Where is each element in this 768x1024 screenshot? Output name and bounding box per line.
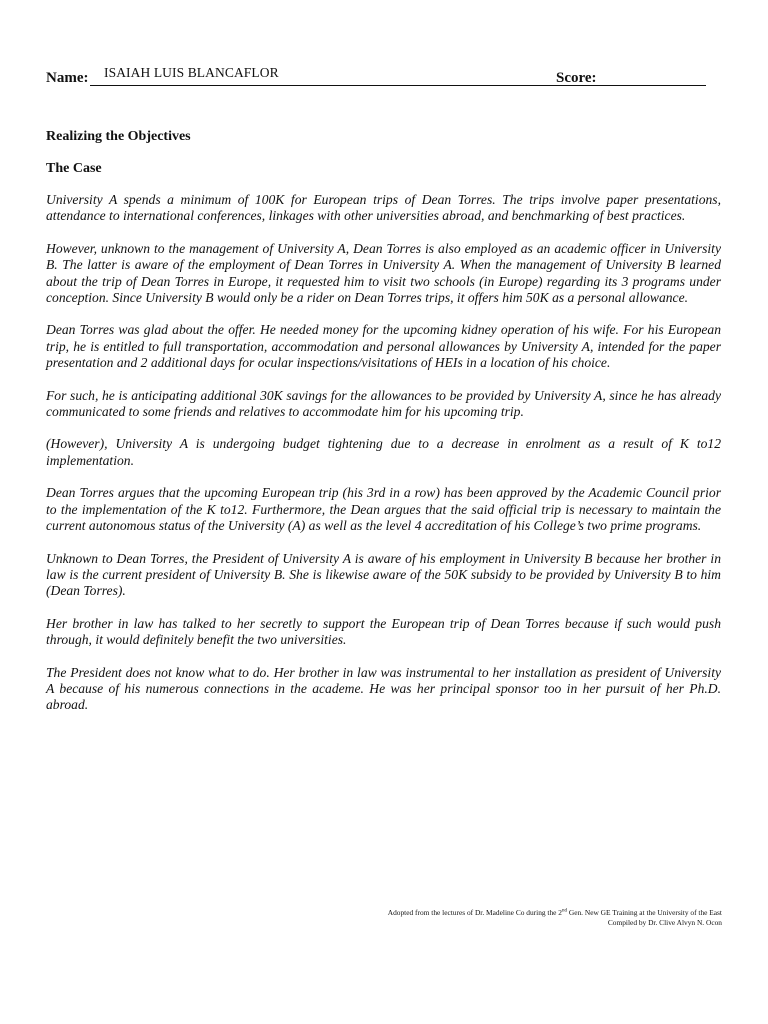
footer-line-1-post: Gen. New GE Training at the University of the East (567, 908, 722, 917)
score-underline (598, 85, 706, 86)
paragraph-2: However, unknown to the management of University A, Dean Torres is also employed as an academic officer in University B. The latter is aware of the employment of Dean Torres in University A. When the management of University B learned about the trip of Dean Torres in Europe, it requested him to visit two schools (in Europe) regarding its 3 programs under conception. Since University B would only be a rider on Dean Torres trips, it offers him 50K as a personal allowance. (46, 240, 721, 306)
paragraph-5: (However), University A is undergoing budget tightening due to a decrease in enrolment as a result of K to12 implementation. (46, 436, 721, 468)
name-value: ISAIAH LUIS BLANCAFLOR (104, 65, 279, 80)
footer-line-1 (262, 908, 722, 918)
paragraph-9: The President does not know what to do. Her brother in law was instrumental to her installation as president of University A because of his numerous connections in the academe. He was her principal sponsor too in her pursuit of her Ph.D. abroad. (46, 664, 721, 713)
footer-line-1-sup: nd (562, 908, 568, 914)
footer-line-1-pre: Adopted from the lectures of Dr. Madeline Co during the 2 (387, 908, 563, 917)
paragraph-7: Unknown to Dean Torres, the President of University A is aware of his employment in University B because her brother in law is the current president of University B. She is likewise aware of the 50K subsidy to be provided by University B to him (Dean Torres). (46, 550, 721, 599)
footer-credits (262, 908, 722, 928)
paragraph-6: Dean Torres argues that the upcoming European trip (his 3rd in a row) has been approved by the Academic Council prior to the implementation of the K to12. Furthermore, the Dean argues that the said official trip is necessary to maintain the current autonomous status of the University (A) as well as the level 4 accreditation of his College’s two prime programs. (46, 485, 721, 534)
paragraph-1: University A spends a minimum of 100K for European trips of Dean Torres. The trips involve paper presentations, attendance to international conferences, linkages with other universities abroad, and benchmarking of best practices. (46, 192, 721, 224)
score-label: Score: (556, 70, 597, 86)
paragraph-3: Dean Torres was glad about the offer. He needed money for the upcoming kidney operation of his wife. For his European trip, he is entitled to full transportation, accommodation and personal allowances by University A, intended for the paper presentation and 2 additional days for ocular inspections/visitations of HEIs in a location of his choice. (46, 322, 721, 371)
document-body (46, 128, 721, 730)
name-underline (90, 85, 598, 86)
case-title: The Case (46, 161, 102, 176)
name-label: Name: (46, 70, 89, 86)
paragraph-8: Her brother in law has talked to her secretly to support the European trip of Dean Torres because if such would push through, it would definitely benefit the two universities. (46, 615, 721, 648)
section-title: Realizing the Objectives (46, 129, 191, 144)
paragraph-4: For such, he is anticipating additional 30K savings for the allowances to be provided by University A, since he has already communicated to some friends and relatives to accommodate him for his upcoming trip. (46, 387, 721, 420)
footer-line-2: Compiled by Dr. Clive Alvyn N. Ocon (607, 918, 722, 927)
header-row (46, 64, 708, 88)
